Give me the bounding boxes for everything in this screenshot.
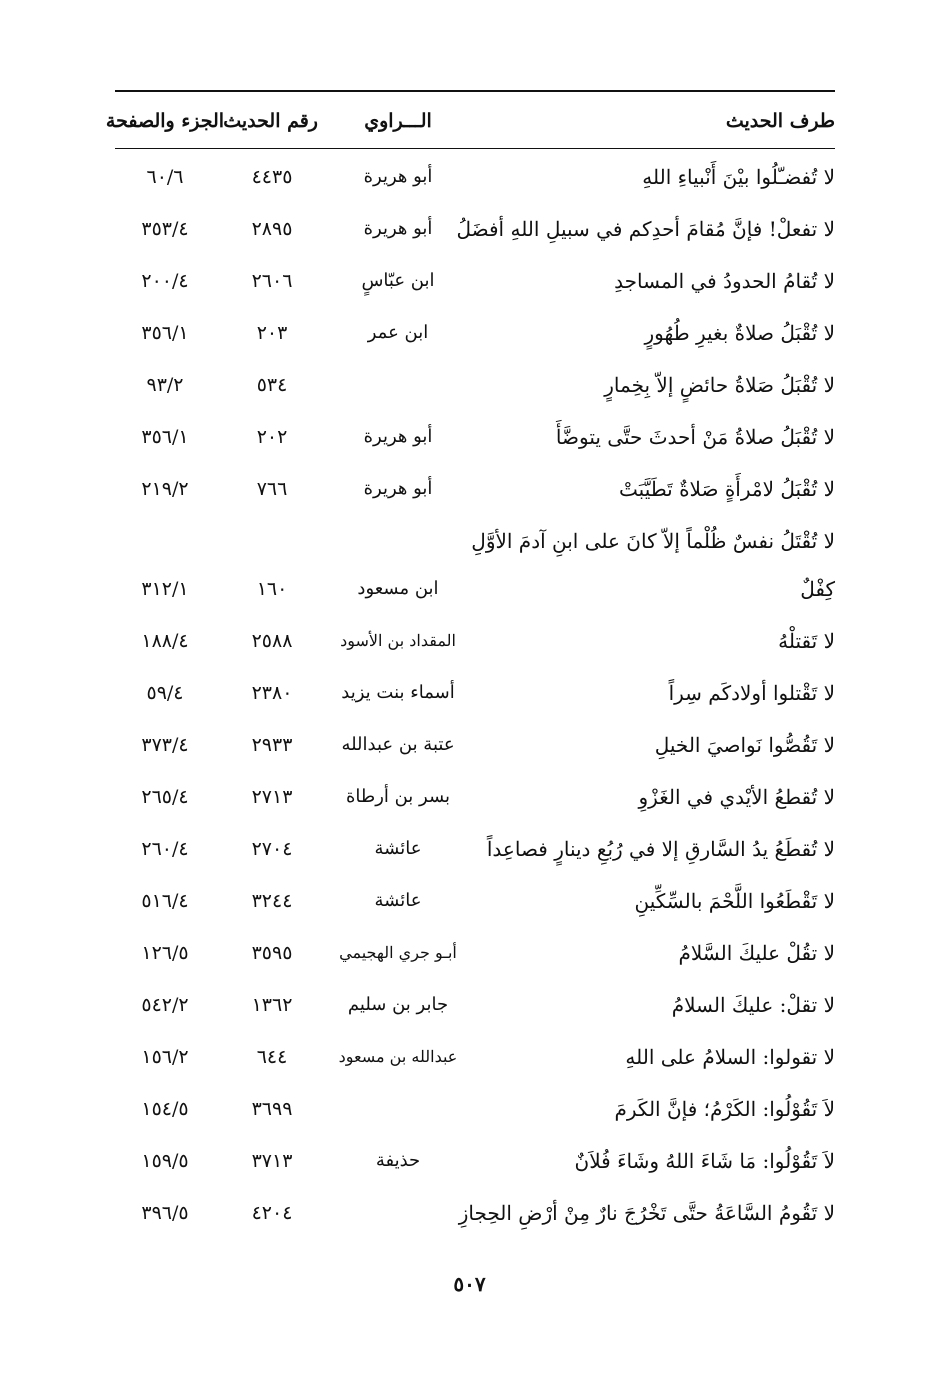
volume-page: ١٢٦/٥ [141,942,189,964]
hadith-text: لاَ تَقُوْلُوا: الكَرْمُ؛ فإنَّ الكَرمَ [614,1097,835,1121]
header-page: الجزء والصفحة [105,110,225,132]
hadith-number: ١٦٠ [256,578,288,600]
hadith-number: ٣٧١٣ [251,1150,293,1172]
table-row [0,830,939,870]
narrator: عتبة بن عبدالله [341,734,455,755]
hadith-number: ٢٥٨٨ [251,630,293,652]
hadith-text: لا تَقُصُّوا نَواصيَ الخيلِ [654,733,835,757]
table-row [0,882,939,922]
hadith-text: لا تُقْبَلُ صَلاةُ حائضٍ إلاّ بِخِمارٍ [604,373,835,397]
narrator: أبـو جري الهجيمي [339,943,457,962]
table-row [0,314,939,354]
table-row [0,1090,939,1130]
table-row [0,674,939,714]
narrator: أسماء بنت يزيد [341,682,455,703]
volume-page: ١٥٩/٥ [141,1150,189,1172]
hadith-number: ٣٥٩٥ [251,942,293,964]
hadith-number: ٢٠٢ [256,426,288,448]
volume-page: ٥٩/٤ [146,682,184,704]
table-row [0,470,939,510]
narrator: جابر بن سليم [347,994,449,1015]
volume-page: ٣٩٦/٥ [141,1202,189,1224]
table-row [0,778,939,818]
table-row [0,210,939,250]
hadith-text: لا تَقْطَعُوا اللَّحْمَ بالسِّكِّينِ [634,889,835,913]
table-row [0,570,939,610]
narrator [318,1092,478,1126]
narrator: أبو هريرة [363,218,433,239]
narrator: عائشة [374,890,422,911]
volume-page: ٣١٢/١ [141,578,189,600]
hadith-text: لا تُقامُ الحدودُ في المساجدِ [614,269,835,293]
hadith-number [226,524,318,558]
hadith-text: كِفْلٌ [800,577,835,601]
hadith-number: ٦٤٤ [256,1046,288,1068]
volume-page: ١٨٨/٤ [141,630,189,652]
hadith-text: لا تُقْبَلُ لامْرأَةٍ صَلاةٌ تَطَيَّبَتْ [619,477,835,501]
table-row [0,158,939,198]
hadith-number: ٤٢٠٤ [251,1202,293,1224]
hadith-text: لا تقولوا: السلامُ على اللهِ [625,1045,835,1069]
header-number: رقم الحديث [223,110,318,132]
volume-page: ٣٥٦/١ [141,322,189,344]
hadith-text: لا تفعلْ! فإنَّ مُقامَ أحدِكم في سبيلِ اللهِ أفضَلُ [456,217,835,241]
volume-page: ٢٠٠/٤ [141,270,189,292]
hadith-text: لا تقلْ: عليكَ السلامُ [671,993,835,1017]
hadith-text: لا تَقُومُ السَّاعَةُ حتَّى تَخْرُجَ نارٌ مِنْ أرْضِ الحِجازِ [458,1201,835,1225]
volume-page: ١٥٤/٥ [141,1098,189,1120]
hadith-number: ٢٧٠٤ [251,838,293,860]
table-row [0,934,939,974]
narrator [318,368,478,402]
table-row [0,726,939,766]
hadith-number: ٢٠٣ [256,322,288,344]
volume-page: ٢٦٥/٤ [141,786,189,808]
hadith-text: لا تُقطعُ الأيْدي في الغَزْوِ [638,785,835,809]
volume-page: ٩٣/٢ [146,374,184,396]
volume-page: ٥١٦/٤ [141,890,189,912]
table-row [0,1194,939,1234]
table-row [0,1142,939,1182]
hadith-number: ٥٣٤ [256,374,288,396]
volume-page: ٣٥٦/١ [141,426,189,448]
hadith-text: لاَ تَقُوْلُوا: مَا شَاءَ اللهُ وشَاءَ فُلاَنٌ [574,1149,835,1173]
table-row [0,622,939,662]
volume-page [104,524,226,558]
hadith-text: لا تقُلْ عليكَ السَّلامُ [678,941,835,965]
narrator [318,524,478,558]
volume-page: ٢٦٠/٤ [141,838,189,860]
hadith-number: ٢٨٩٥ [251,218,293,240]
table-row [0,522,939,562]
hadith-text: لا تُقطَعُ يدُ السَّارقِ إلا في رُبُعِ دينارٍ فصاعِداً [486,837,835,861]
volume-page: ٣٥٣/٤ [141,218,189,240]
header-rule [115,148,835,149]
table-row [0,1038,939,1078]
hadith-text: لا تُقْتَلُ نفسٌ ظُلْماً إلاّ كانَ على ابنِ آدمَ الأوَّلِ [471,529,835,553]
volume-page: ٣٧٣/٤ [141,734,189,756]
hadith-number: ٣٢٤٤ [251,890,293,912]
narrator [318,1196,478,1230]
narrator: ابن عبّاسٍ [361,270,435,291]
narrator: عائشة [374,838,422,859]
table-header [0,100,939,144]
hadith-text: لا تُقْبَلُ صلاةٌ بغيرِ طُهُورٍ [644,321,835,345]
table-row [0,366,939,406]
volume-page: ١٥٦/٢ [141,1046,189,1068]
header-narrator: الـــراوي [364,110,432,132]
hadith-number: ٤٤٣٥ [251,166,293,188]
narrator: ابن مسعود [357,578,439,599]
hadith-number: ٢٣٨٠ [251,682,293,704]
narrator: حذيفة [375,1150,421,1171]
table-row [0,262,939,302]
hadith-text: لا تُفضـّلُوا بيْنَ أَنْبياءِ اللهِ [642,165,835,189]
table-row [0,418,939,458]
narrator: المقداد بن الأسود [340,631,456,650]
hadith-number: ٢٦٠٦ [251,270,293,292]
narrator: أبو هريرة [363,426,433,447]
header-hadith: طرف الحديث [725,110,835,132]
hadith-text: لا تُقْبَلُ صلاةُ مَنْ أحدثَ حتَّى يتوضَّأَ [555,425,835,449]
narrator: أبو هريرة [363,478,433,499]
hadith-number: ١٣٦٢ [251,994,293,1016]
volume-page: ٢١٩/٢ [141,478,189,500]
hadith-text: لا تَقتلْهُ [778,629,835,653]
volume-page: ٦٠/٦ [146,166,184,188]
narrator: ابن عمر [367,322,429,343]
hadith-number: ٧٦٦ [256,478,288,500]
narrator: عبدالله بن مسعود [338,1047,458,1066]
hadith-number: ٣٦٩٩ [251,1098,293,1120]
hadith-text: لا تَقْتلوا أولادكَم سِراً [668,681,835,705]
narrator: أبو هريرة [363,166,433,187]
hadith-number: ٢٩٣٣ [251,734,293,756]
volume-page: ٥٤٢/٢ [141,994,189,1016]
table-row [0,986,939,1026]
top-rule [115,90,835,92]
narrator: بسر بن أرطاة [345,786,451,807]
page-number: ٥٠٧ [453,1272,486,1296]
hadith-number: ٢٧١٣ [251,786,293,808]
